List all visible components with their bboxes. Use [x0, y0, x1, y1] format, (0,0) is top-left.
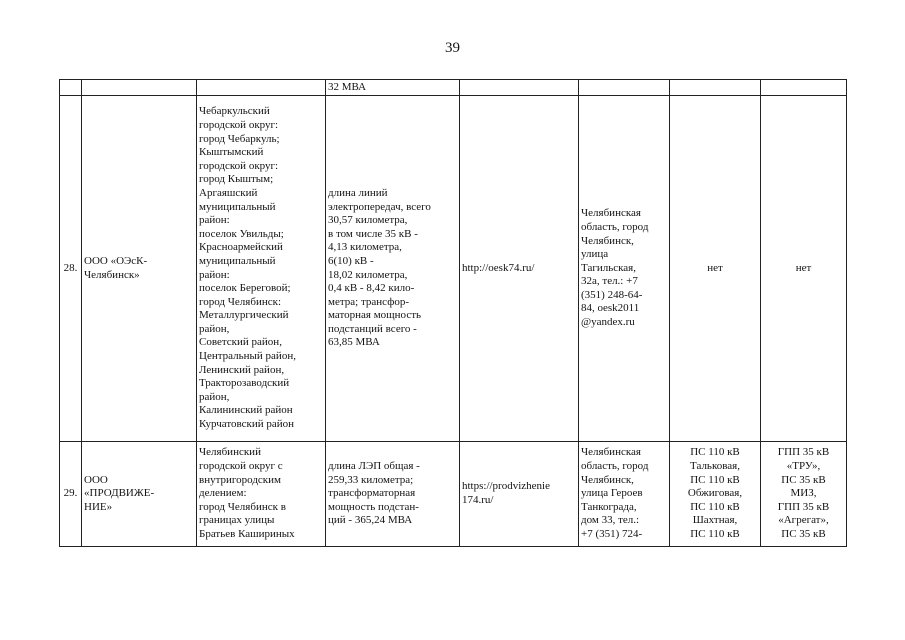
cell-text-line: ПС 110 кВ — [690, 473, 740, 486]
cell-empty — [60, 80, 82, 96]
cell-text-line: http://oesk74.ru/ — [462, 261, 535, 274]
page-number: 39 — [445, 40, 460, 56]
cell-empty — [460, 80, 579, 96]
capacity-tail-cell — [326, 80, 460, 96]
cell-text-line: Красноармейский — [199, 241, 283, 254]
row-number-cell — [60, 96, 82, 442]
cell-text-line: Центральный район, — [199, 350, 296, 363]
cell-text-line: Тагильская, — [581, 261, 636, 274]
cell-text-line: Курчатовский район — [199, 418, 295, 431]
cell-text-line: город Челябинск в — [199, 500, 286, 513]
row-number: 29. — [63, 487, 78, 500]
table-row-prev-tail — [60, 80, 847, 96]
cell-text-line: Советский район, — [199, 336, 282, 349]
cell-text-line: дом 33, тел.: — [581, 514, 640, 527]
cell-text-line: длина линий — [328, 186, 388, 199]
row-number-cell — [60, 442, 82, 547]
cell-text-line: ПС 35 кВ — [781, 527, 826, 540]
cell-text-line: Челябинская — [581, 207, 641, 220]
cell-text-line: ций - 365,24 МВА — [328, 514, 413, 527]
cell-text-line: «ТРУ», — [786, 460, 821, 473]
cell-text-line: Челябинский — [199, 446, 261, 459]
cell-text-line: Обжиговая, — [687, 487, 743, 500]
cell-text-line: длина ЛЭП общая - — [328, 460, 420, 473]
cell-text-line: 174.ru/ — [462, 494, 494, 506]
cell-text-line: район: — [199, 268, 230, 281]
cell-text-line: муниципальный — [199, 200, 276, 213]
substations-110-cell — [670, 96, 761, 442]
cell-empty — [197, 80, 326, 96]
registry-table — [59, 79, 847, 547]
cell-text-line: делением: — [199, 487, 247, 500]
substations-35-cell — [761, 96, 847, 442]
cell-text-line: ПС 110 кВ — [690, 446, 740, 459]
cell-text-line: 30,57 километра, — [328, 214, 408, 227]
cell-empty — [761, 80, 847, 96]
cell-text-line: Танкограда, — [581, 500, 637, 513]
cell-text-line: Челябинская — [581, 446, 641, 459]
cell-text-line: ПС 110 кВ — [690, 500, 740, 513]
cell-text-line: ПС 35 кВ — [781, 473, 826, 486]
cell-text-line: улица — [581, 248, 609, 261]
cell-text-line: Челябинск» — [84, 268, 140, 281]
cell-text-line: https://prodvizhenie — [462, 480, 550, 493]
cell-text-line: Калининский район — [199, 404, 293, 417]
cell-text-line: Кыштымский — [199, 146, 264, 159]
service-area-cell — [197, 442, 326, 547]
cell-text-line: 84, oesk2011 — [581, 302, 640, 315]
network-length-cell — [326, 96, 460, 442]
cell-text-line: нет — [707, 261, 723, 274]
cell-empty — [82, 80, 197, 96]
organization-cell — [82, 442, 197, 547]
cell-text-line: Ленинский район, — [199, 363, 285, 376]
website-cell — [460, 96, 579, 442]
cell-text-line: 18,02 километра, — [328, 268, 408, 281]
cell-text-line: 6(10) кВ - — [328, 254, 374, 267]
cell-text-line: городской округ с — [199, 460, 283, 473]
cell-text-line: электропередач, всего — [328, 200, 431, 213]
cell-text-line: город Чебаркуль; — [199, 132, 280, 145]
cell-text-line: ГПП 35 кВ — [777, 500, 830, 513]
cell-text-line: «Агрегат», — [778, 514, 829, 527]
cell-text-line: @yandex.ru — [581, 316, 635, 329]
network-length-cell — [326, 442, 460, 547]
cell-text-line: в том числе 35 кВ - — [328, 227, 418, 240]
cell-text-line: город Челябинск: — [199, 295, 282, 308]
cell-text-line: НИЕ» — [84, 500, 113, 513]
cell-text-line: 4,13 километра, — [328, 241, 402, 254]
cell-text-line: МИЗ, — [790, 487, 817, 500]
cell-text-line: улица Героев — [581, 487, 643, 500]
cell-text-line: Братьев Кашириных — [199, 527, 295, 540]
cell-text-line: Шахтная, — [692, 514, 738, 527]
row-number: 28. — [63, 261, 78, 274]
cell-text-line: 32а, тел.: +7 — [581, 275, 638, 288]
cell-text-line: трансформаторная — [328, 487, 416, 500]
table-row — [60, 442, 847, 547]
service-area-cell — [197, 96, 326, 442]
cell-text-line: город Кыштым; — [199, 173, 274, 186]
cell-text-line: поселок Береговой; — [199, 282, 291, 295]
cell-text-line: городской округ: — [199, 159, 279, 172]
cell-text-line: 63,85 МВА — [328, 336, 380, 349]
website-cell — [460, 442, 579, 547]
cell-empty — [670, 80, 761, 96]
cell-text-line: подстанций всего - — [328, 322, 417, 335]
table-row — [60, 96, 847, 442]
cell-text-line: ООО — [84, 473, 108, 486]
cell-text-line: городской округ: — [199, 118, 279, 131]
cell-text-line: 259,33 километра; — [328, 473, 414, 486]
cell-text-line: нет — [795, 261, 812, 274]
cell-text-line: Тальковая, — [690, 460, 740, 473]
capacity-tail-text: 32 МВА — [328, 80, 367, 93]
cell-text-line: область, город — [581, 460, 649, 473]
cell-text-line: «ПРОДВИЖЕ- — [84, 487, 155, 500]
cell-text-line: Аргаяшский — [199, 186, 258, 199]
cell-text-line: район, — [199, 322, 230, 335]
cell-text-line: ГПП 35 кВ — [777, 446, 830, 459]
cell-text-line: внутригородским — [199, 473, 282, 486]
cell-text-line: Челябинск, — [581, 234, 634, 247]
address-cell — [579, 96, 670, 442]
cell-text-line: Челябинск, — [581, 473, 634, 486]
cell-text-line: ПС 110 кВ — [690, 527, 740, 540]
cell-text-line: метра; трансфор- — [328, 295, 409, 308]
cell-text-line: область, город — [581, 220, 649, 233]
cell-text-line: (351) 248-64- — [581, 288, 643, 301]
organization-cell — [82, 96, 197, 442]
substations-110-cell — [670, 442, 761, 547]
cell-text-line: Чебаркульский — [199, 105, 270, 118]
cell-text-line: +7 (351) 724- — [581, 527, 643, 540]
cell-text-line: мощность подстан- — [328, 500, 419, 513]
cell-text-line: Тракторозаводский — [199, 377, 290, 390]
cell-text-line: район, — [199, 390, 230, 403]
address-cell — [579, 442, 670, 547]
cell-text-line: Металлургический — [199, 309, 289, 322]
cell-text-line: маторная мощность — [328, 309, 422, 322]
cell-text-line: границах улицы — [199, 514, 275, 527]
cell-text-line: ООО «ОЭсК- — [84, 254, 148, 267]
cell-text-line: поселок Увильды; — [199, 227, 284, 240]
cell-text-line: район: — [199, 214, 230, 227]
cell-empty — [579, 80, 670, 96]
cell-text-line: 0,4 кВ - 8,42 кило- — [328, 282, 415, 295]
cell-text-line: муниципальный — [199, 254, 276, 267]
substations-35-cell — [761, 442, 847, 547]
